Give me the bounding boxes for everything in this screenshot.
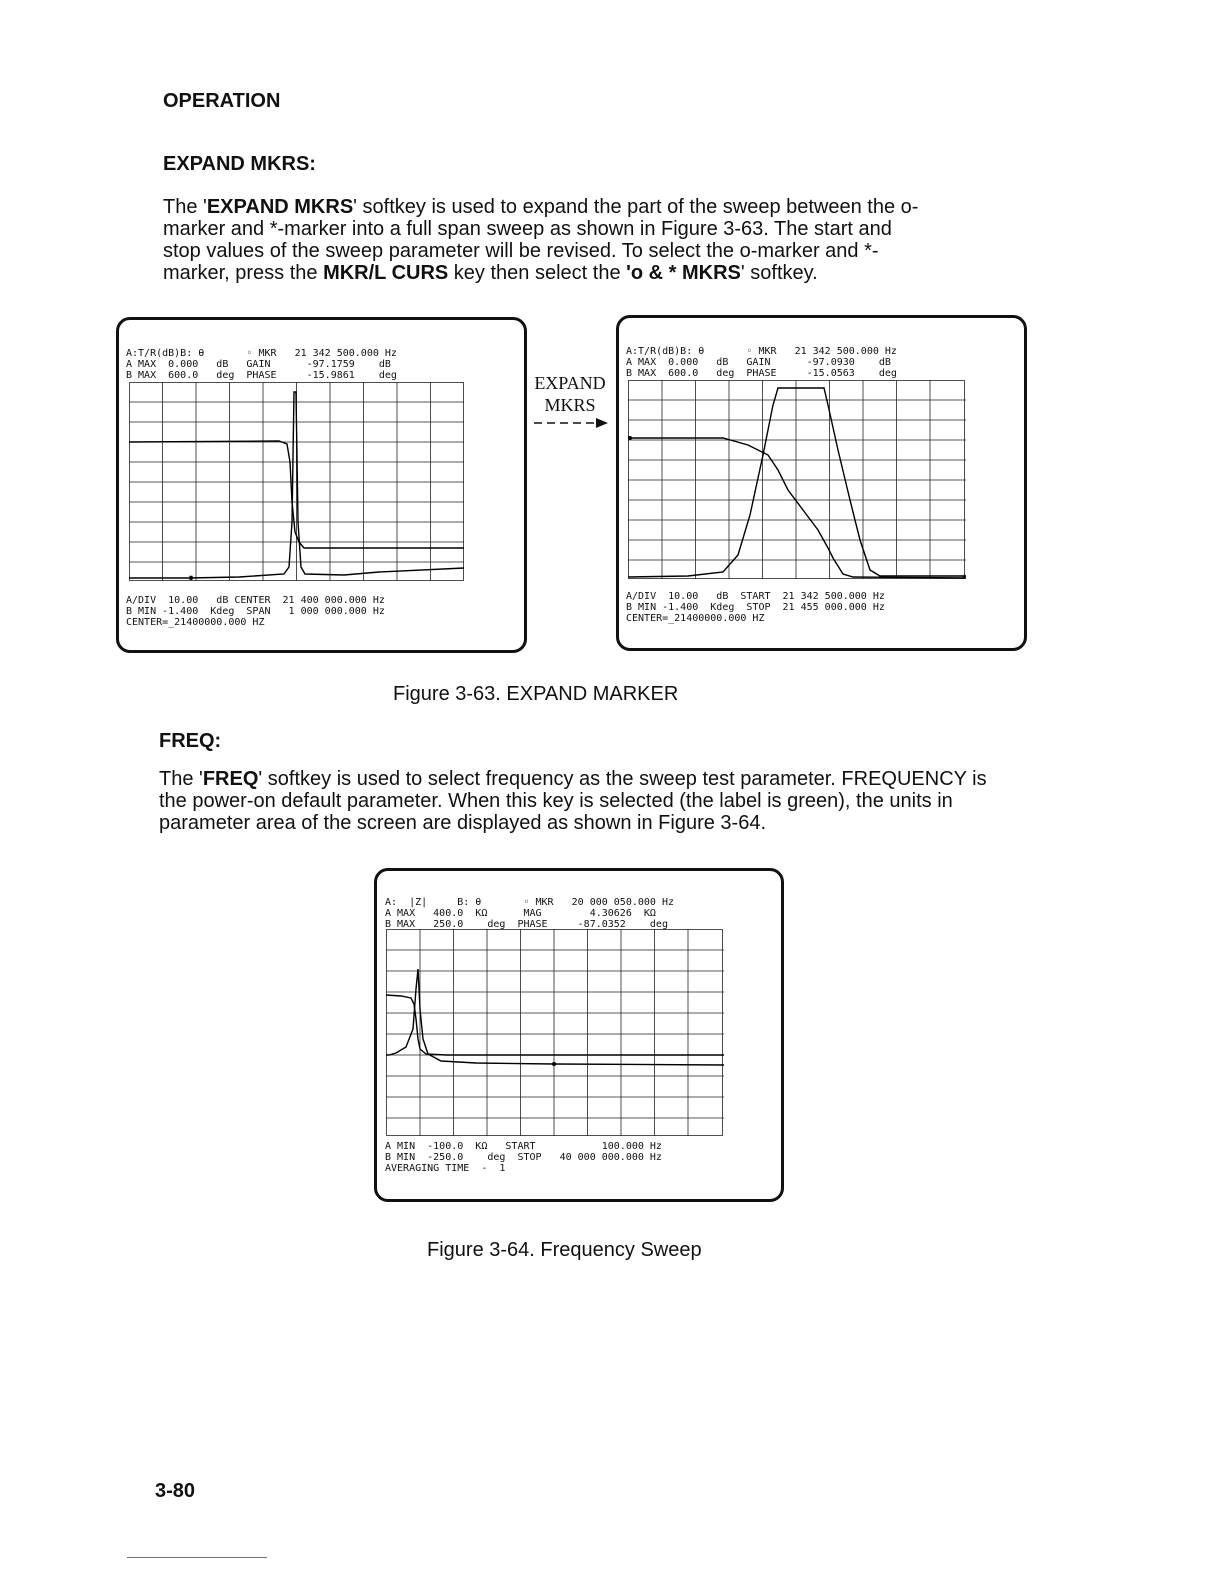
right-grid — [628, 380, 966, 579]
freq-sweep-plot — [386, 929, 724, 1137]
right-sweep-plot — [628, 380, 967, 584]
footer-rule — [127, 1557, 267, 1558]
left-screen-header: A:T/R(dB)B: θ ◦ MKR 21 342 500.000 Hz A MAX 0.000 dB GAIN -97.1759 dB B MAX 600.0 deg PHASE -15.9861 deg — [126, 348, 397, 381]
right-screen-footer: A/DIV 10.00 dB START 21 342 500.000 Hz B MIN -1.400 Kdeg STOP 21 455 000.000 Hz CENTER=_21400000.000 HZ — [626, 591, 885, 624]
freq-heading: FREQ: — [159, 730, 222, 752]
figure-64-caption: Figure 3-64. Frequency Sweep — [427, 1239, 702, 1261]
right-screen-header: A:T/R(dB)B: θ ◦ MKR 21 342 500.000 Hz A MAX 0.000 dB GAIN -97.0930 dB B MAX 600.0 deg PHASE -15.0563 deg — [626, 346, 897, 379]
right-analyzer-screen — [616, 315, 1027, 651]
page-header: OPERATION — [163, 90, 281, 112]
dashed-arrow-icon — [532, 416, 612, 430]
phase-trace — [386, 995, 724, 1055]
freq-paragraph: The 'FREQ' softkey is used to select frequency as the sweep test parameter. FREQUENCY is the power-on default parameter. When this key is selected (the label is green), the units in parameter area of the screen are displayed as shown in Figure 3-64. — [159, 768, 987, 834]
expand-mkrs-paragraph: The 'EXPAND MKRS' softkey is used to expand the part of the sweep between the o-marker and *-marker into a full span sweep as shown in Figure 3-63. The start and stop values of the sweep parameter will be revised. To select the o-marker and *-marker, press the MKR/L CURS key then select the 'o & * MKRS' softkey. — [163, 196, 919, 284]
right-gain-trace — [628, 388, 966, 577]
right-phase-trace — [628, 438, 966, 578]
o-marker-icon — [628, 436, 632, 440]
magnitude-trace — [386, 969, 724, 1065]
freq-screen-footer: A MIN -100.0 KΩ START 100.000 Hz B MIN -250.0 deg STOP 40 000 000.000 Hz AVERAGING TIME - 1 — [385, 1141, 662, 1174]
left-sweep-plot — [129, 382, 464, 582]
freq-sweep-screen — [374, 868, 784, 1202]
left-screen-footer: A/DIV 10.00 dB CENTER 21 400 000.000 Hz B MIN -1.400 Kdeg SPAN 1 000 000.000 Hz CENTER=_21400000.000 HZ — [126, 595, 385, 628]
page-number: 3-80 — [155, 1480, 196, 1502]
o-marker-icon — [552, 1062, 556, 1066]
freq-screen-header: A: |Z| B: θ ◦ MKR 20 000 050.000 Hz A MAX 400.0 KΩ MAG 4.30626 KΩ B MAX 250.0 deg PHASE -87.0352 deg — [385, 897, 674, 930]
freq-grid — [386, 929, 724, 1136]
left-analyzer-screen — [116, 317, 527, 653]
figure-63-caption: Figure 3-63. EXPAND MARKER — [393, 683, 679, 705]
expand-mkrs-arrow-label: EXPAND MKRS — [534, 373, 606, 415]
star-marker-icon: * — [188, 574, 194, 583]
expand-mkrs-heading: EXPAND MKRS: — [163, 153, 316, 175]
star-marker-icon: * — [961, 574, 967, 584]
